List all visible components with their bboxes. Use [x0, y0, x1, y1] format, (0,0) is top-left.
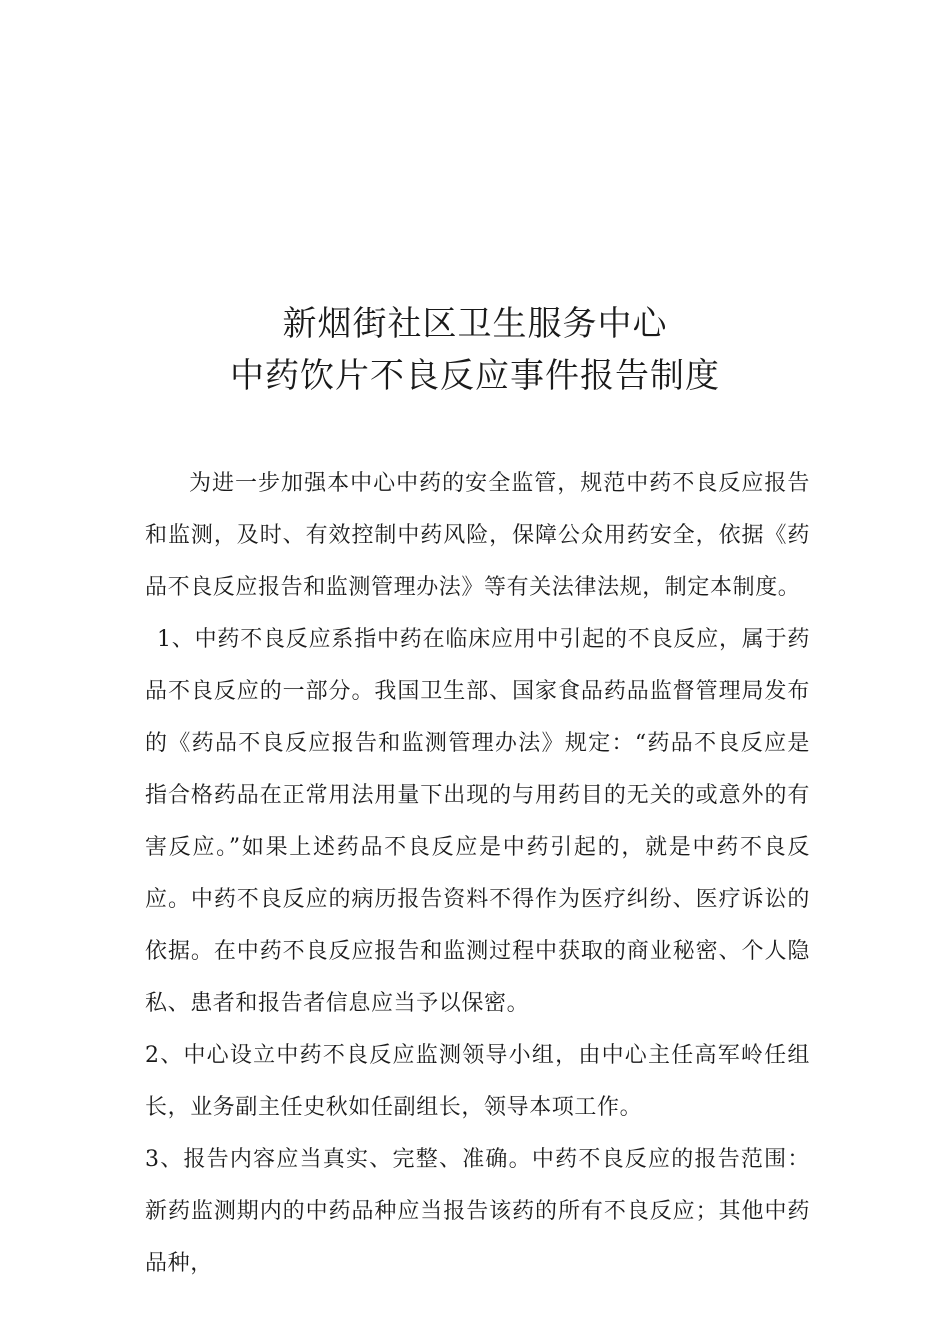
clause-1-paragraph: 1、中药不良反应系指中药在临床应用中引起的不良反应，属于药品不良反应的一部分。我国卫生部、国家食品药品监督管理局发布的《药品不良反应报告和监测管理办法》规定：“药品不良反应是指合格药品在正常用法用量下出现的与用药目的无关的或意外的有害反应。”如果上述药品不良反应是中药引起的，就是中药不良反应。中药不良反应的病历报告资料不得作为医疗纠纷、医疗诉讼的依据。在中药不良反应报告和监测过程中获取的商业秘密、个人隐私、患者和报告者信息应当予以保密。: [145, 627, 810, 1016]
document-body: [145, 458, 810, 1290]
clause-3-paragraph: 3、报告内容应当真实、完整、准确。中药不良反应的报告范围：新药监测期内的中药品种应当报告该药的所有不良反应；其他中药品种，: [145, 1147, 810, 1276]
document-title: [0, 298, 950, 402]
title-line-organization: 新烟街社区卫生服务中心: [282, 304, 668, 344]
title-line-policy: 中药饮片不良反应事件报告制度: [230, 356, 720, 396]
intro-paragraph: 为进一步加强本中心中药的安全监管，规范中药不良反应报告和监测，及时、有效控制中药风险，保障公众用药安全，依据《药品不良反应报告和监测管理办法》等有关法律法规，制定本制度。: [145, 471, 810, 600]
clause-2-paragraph: 2、中心设立中药不良反应监测领导小组，由中心主任高军岭任组长，业务副主任史秋如任副组长，领导本项工作。: [145, 1043, 810, 1120]
